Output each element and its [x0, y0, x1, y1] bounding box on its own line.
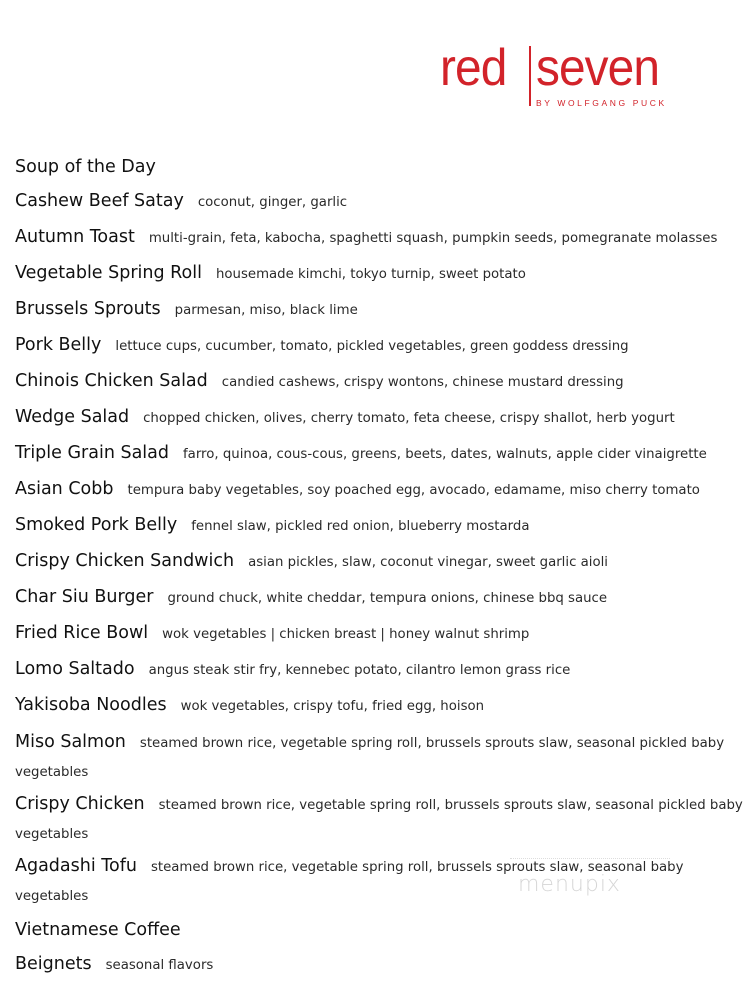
menu-item-name: Char Siu Burger [15, 587, 154, 607]
menu-item-description: steamed brown rice, vegetable spring roll, brussels sprouts slaw, seasonal pickled baby vegetables [15, 798, 743, 842]
watermark-rule [510, 858, 670, 860]
logo-tagline: BY WOLFGANG PUCK [536, 98, 667, 108]
menu-item [15, 472, 743, 508]
menu-item-description: angus steak stir fry, kennebec potato, cilantro lemon grass rice [148, 663, 571, 678]
menu-item [15, 400, 743, 436]
menu-item-name: Lomo Saltado [15, 659, 135, 679]
menu-item [15, 220, 743, 256]
menu-item-description: wok vegetables, crispy tofu, fried egg, hoison [180, 699, 485, 714]
menu-item [15, 580, 743, 616]
menu-item-name: Triple Grain Salad [15, 443, 169, 463]
menu-item-name: Soup of the Day [15, 157, 156, 177]
menu-item-description: steamed brown rice, vegetable spring roll, brussels sprouts slaw, seasonal pickled baby vegetables [15, 736, 725, 780]
logo-word-red: red [440, 39, 507, 97]
menu-item [15, 292, 743, 328]
watermark-text: menupix [518, 872, 621, 897]
menu-item-name: Crispy Chicken Sandwich [15, 551, 235, 571]
menu-item-description: fennel slaw, pickled red onion, blueberry mostarda [191, 519, 530, 534]
menu-item [15, 913, 743, 947]
menu-item-name: Crispy Chicken [15, 794, 145, 814]
logo-word-seven: seven [536, 39, 660, 97]
menu-item [15, 184, 743, 220]
menu-item-description: chopped chicken, olives, cherry tomato, feta cheese, crispy shallot, herb yogurt [143, 411, 675, 426]
menu-item-name: Vietnamese Coffee [15, 920, 181, 940]
menu-item-name: Brussels Sprouts [15, 299, 161, 319]
menu-item [15, 436, 743, 472]
menu-item [15, 728, 743, 786]
menu-item-description: seasonal flavors [105, 958, 214, 973]
menu-item [15, 688, 743, 724]
menu-item [15, 256, 743, 292]
menu-item [15, 947, 743, 983]
watermark [510, 858, 670, 908]
menu-item-name: Cashew Beef Satay [15, 191, 184, 211]
menu-item [15, 790, 743, 848]
menu-item-description: tempura baby vegetables, soy poached egg, avocado, edamame, miso cherry tomato [127, 483, 700, 498]
menu-item-name: Autumn Toast [15, 227, 135, 247]
menu-item-description: candied cashews, crispy wontons, chinese mustard dressing [221, 375, 624, 390]
menu-item-name: Miso Salmon [15, 732, 126, 752]
menu-item-name: Wedge Salad [15, 407, 130, 427]
menu-item-description: multi-grain, feta, kabocha, spaghetti squash, pumpkin seeds, pomegranate molasses [148, 231, 718, 246]
menu-item-description: lettuce cups, cucumber, tomato, pickled vegetables, green goddess dressing [115, 339, 629, 354]
menu-item-description: coconut, ginger, garlic [197, 195, 348, 210]
menu-item [15, 508, 743, 544]
menu-item-description: steamed brown rice, vegetable spring roll, brussels sprouts slaw, seasonal baby vegetables [15, 860, 684, 904]
menu-item [15, 652, 743, 688]
menu-item-name: Pork Belly [15, 335, 102, 355]
menu-item-description: parmesan, miso, black lime [174, 303, 358, 318]
restaurant-logo [440, 39, 690, 112]
menu-item [15, 616, 743, 652]
logo-divider [529, 46, 531, 106]
menu-item-name: Agadashi Tofu [15, 856, 137, 876]
menu-item-name: Smoked Pork Belly [15, 515, 178, 535]
menu-item [15, 150, 743, 184]
menu-item-name: Chinois Chicken Salad [15, 371, 208, 391]
menu-item [15, 328, 743, 364]
menu-item-description: housemade kimchi, tokyo turnip, sweet potato [215, 267, 526, 282]
menu-item-description: asian pickles, slaw, coconut vinegar, sweet garlic aioli [248, 555, 608, 570]
menu-item-description: wok vegetables | chicken breast | honey walnut shrimp [162, 627, 530, 642]
menu-item-description: ground chuck, white cheddar, tempura onions, chinese bbq sauce [167, 591, 608, 606]
menu-item-name: Asian Cobb [15, 479, 114, 499]
menu-item-description: farro, quinoa, cous-cous, greens, beets, dates, walnuts, apple cider vinaigrette [183, 447, 707, 462]
menu-item [15, 544, 743, 580]
menu-item [15, 364, 743, 400]
menu-item-name: Yakisoba Noodles [15, 695, 167, 715]
menu-item-name: Fried Rice Bowl [15, 623, 149, 643]
menu-item-name: Vegetable Spring Roll [15, 263, 202, 283]
menu-item-name: Beignets [15, 954, 92, 974]
